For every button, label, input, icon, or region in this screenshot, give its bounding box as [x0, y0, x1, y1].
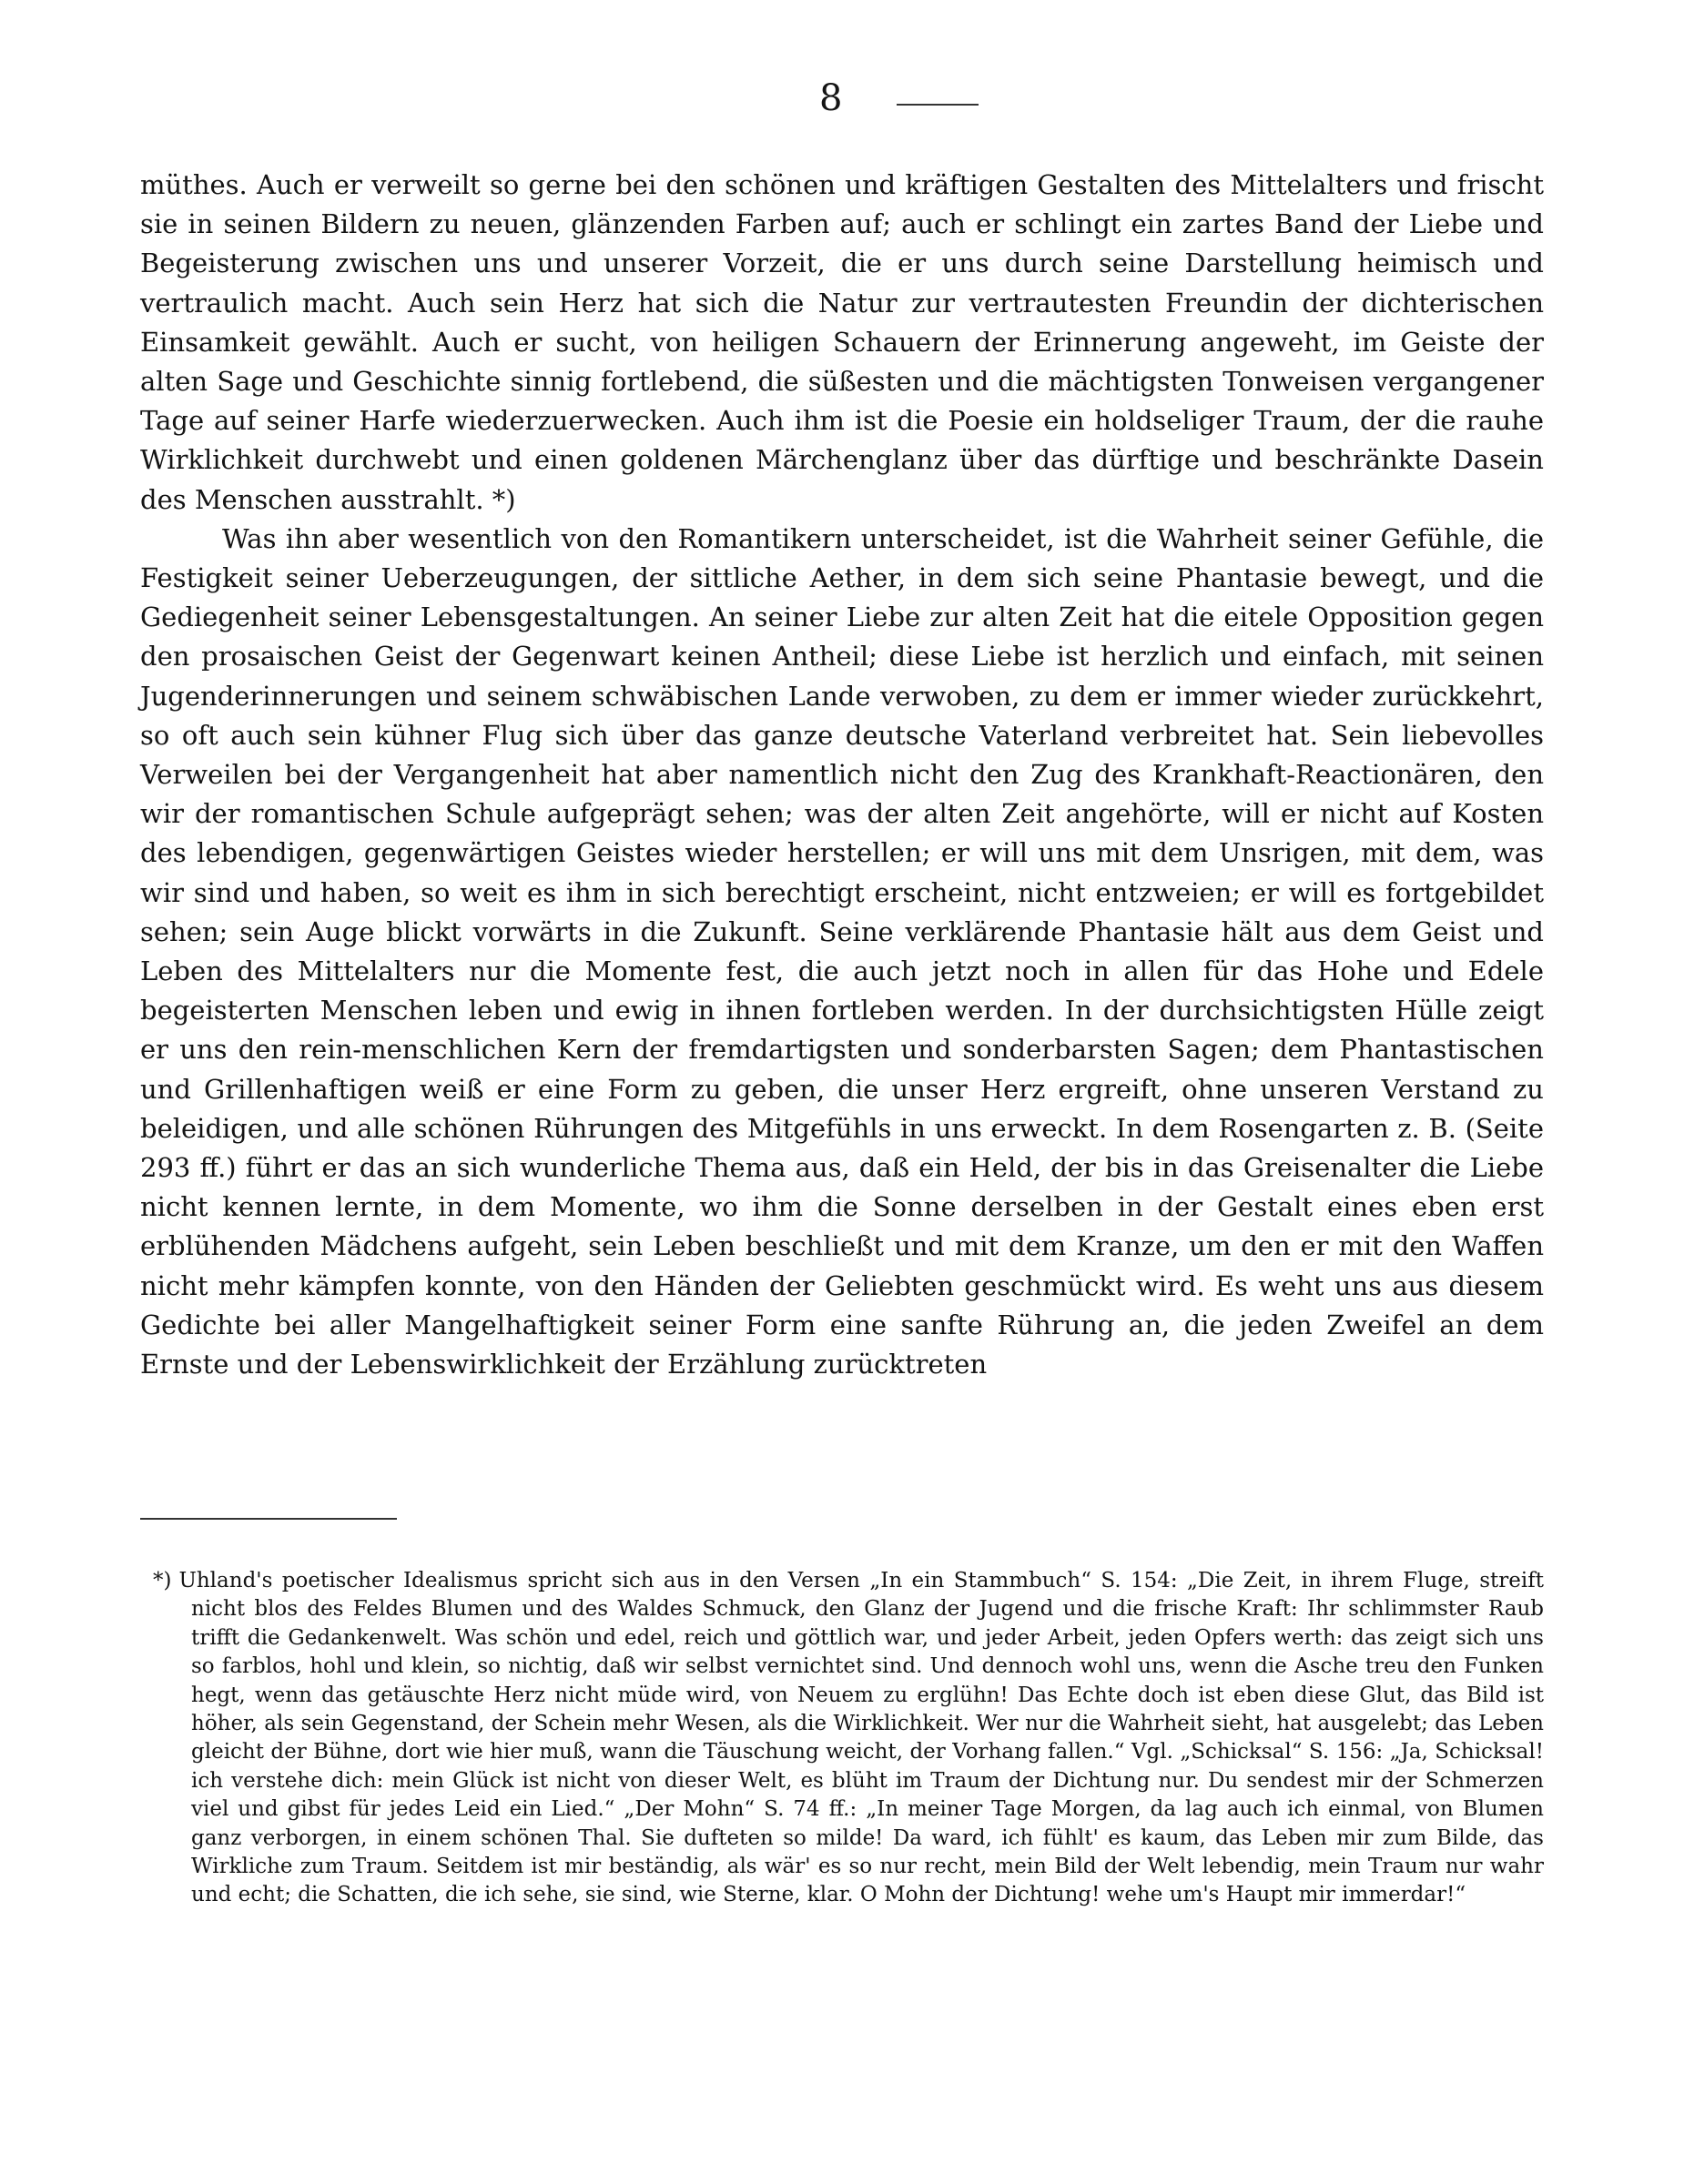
header-rule — [897, 104, 979, 106]
footnote-text: Uhland's poetischer Idealismus spricht sich aus in den Versen „In ein Stammbuch“ S. 154: „Die Zeit, in ihrem Fluge, streift nicht blos des Feldes Blumen und des Waldes Schmuck, den Glanz der Jugend und die frische Kraft: Ihr schlimmster Raub trifft die Gedankenwelt. Was schön und edel, reich und göttlich war, und jeder Arbeit, jeden Opfers werth: das zeigt sich uns so farblos, hohl und klein, so nichtig, daß wir selbst vernichtet sind. Und dennoch wohl uns, wenn die Asche treu den Funken hegt, wenn das getäuschte Herz nicht müde wird, von Neuem zu erglühn! Das Echte doch ist eben diese Glut, das Bild ist höher, als sein Gegenstand, der Schein mehr Wesen, als die Wirklichkeit. Wer nur die Wahrheit sieht, hat ausgelebt; das Leben gleicht der Bühne, dort wie hier muß, wann die Täuschung weicht, der Vorhang fallen.“ Vgl. „Schicksal“ S. 156: „Ja, Schicksal! ich verstehe dich: mein Glück ist nicht von dieser Welt, es blüht im Traum der Dichtung nur. Du sendest mir der Schmerzen viel und gibst für jedes Leid ein Lied.“ „Der Mohn“ S. 74 ff.: „In meiner Tage Morgen, da lag auch ich einmal, von Blumen ganz verborgen, in einem schönen Thal. Sie dufteten so milde! Da ward, ich fühlt' es kaum, das Leben mir zum Bilde, das Wirkliche zum Traum. Seitdem ist mir beständig, als wär' es so nur recht, mein Bild der Welt lebendig, mein Traum nur wahr und echt; die Schatten, die ich sehe, sie sind, wie Sterne, klar. O Mohn der Dichtung! wehe um's Haupt mir immerdar!“ — [178, 1569, 1544, 1907]
page-number: 8 — [819, 77, 843, 119]
footnote — [153, 1567, 1544, 1910]
main-text — [140, 166, 1544, 1384]
paragraph-1: müthes. Auch er verweilt so gerne bei den schönen und kräftigen Gestalten des Mittelalters und frischt sie in seinen Bildern zu neuen, glänzenden Farben auf; auch er schlingt ein zartes Band der Liebe und Begeisterung zwischen uns und unserer Vorzeit, die er uns durch seine Darstellung heimisch und vertraulich macht. Auch sein Herz hat sich die Natur zur vertrautesten Freundin der dichterischen Einsamkeit gewählt. Auch er sucht, von heiligen Schauern der Erinnerung angeweht, im Geiste der alten Sage und Geschichte sinnig fortlebend, die süßesten und die mächtigsten Tonweisen vergangener Tage auf seiner Harfe wiederzuerwecken. Auch ihm ist die Poesie ein holdseliger Traum, der die rauhe Wirklichkeit durchwebt und einen goldenen Märchenglanz über das dürftige und beschränkte Dasein des Menschen ausstrahlt. *) — [140, 169, 1544, 515]
footnote-rule — [140, 1518, 397, 1520]
paragraph-2: Was ihn aber wesentlich von den Romantikern unterscheidet, ist die Wahrheit seiner Gefühle, die Festigkeit seiner Ueberzeugungen, der sittliche Aether, in dem sich seine Phantasie bewegt, und die Gediegenheit seiner Lebensgestaltungen. An seiner Liebe zur alten Zeit hat die eitele Opposition gegen den prosaischen Geist der Gegenwart keinen Antheil; diese Liebe ist herzlich und einfach, mit seinen Jugenderinnerungen und seinem schwäbischen Lande verwoben, zu dem er immer wieder zurückkehrt, so oft auch sein kühner Flug sich über das ganze deutsche Vaterland verbreitet hat. Sein liebevolles Verweilen bei der Vergangenheit hat aber namentlich nicht den Zug des Krankhaft-Reactionären, den wir der romantischen Schule aufgeprägt sehen; was der alten Zeit angehörte, will er nicht auf Kosten des lebendigen, gegenwärtigen Geistes wieder herstellen; er will uns mit dem Unsrigen, mit dem, was wir sind und haben, so weit es ihm in sich berechtigt erscheint, nicht entzweien; er will es fortgebildet sehen; sein Auge blickt vorwärts in die Zukunft. Seine verklärende Phantasie hält aus dem Geist und Leben des Mittelalters nur die Momente fest, die auch jetzt noch in allen für das Hohe und Edele begeisterten Menschen leben und ewig in ihnen fortleben werden. In der durchsichtigsten Hülle zeigt er uns den rein-menschlichen Kern der fremdartigsten und sonderbarsten Sagen; dem Phantastischen und Grillenhaftigen weiß er eine Form zu geben, die unser Herz ergreift, ohne unseren Verstand zu beleidigen, und alle schönen Rührungen des Mitgefühls in uns erweckt. In dem Rosengarten z. B. (Seite 293 ff.) führt er das an sich wunderliche Thema aus, daß ein Held, der bis in das Greisenalter die Liebe nicht kennen lernte, in dem Momente, wo ihm die Sonne derselben in der Gestalt eines eben erst erblühenden Mädchens aufgeht, sein Leben beschließt und mit dem Kranze, um den er mit den Waffen nicht mehr kämpfen konnte, von den Händen der Geliebten geschmückt wird. Es weht uns aus diesem Gedichte bei aller Mangelhaftigkeit seiner Form eine sanfte Rührung an, die jeden Zweifel an dem Ernste und der Lebenswirklichkeit der Erzählung zurücktreten — [140, 522, 1544, 1380]
footnote-marker: *) — [153, 1569, 172, 1592]
